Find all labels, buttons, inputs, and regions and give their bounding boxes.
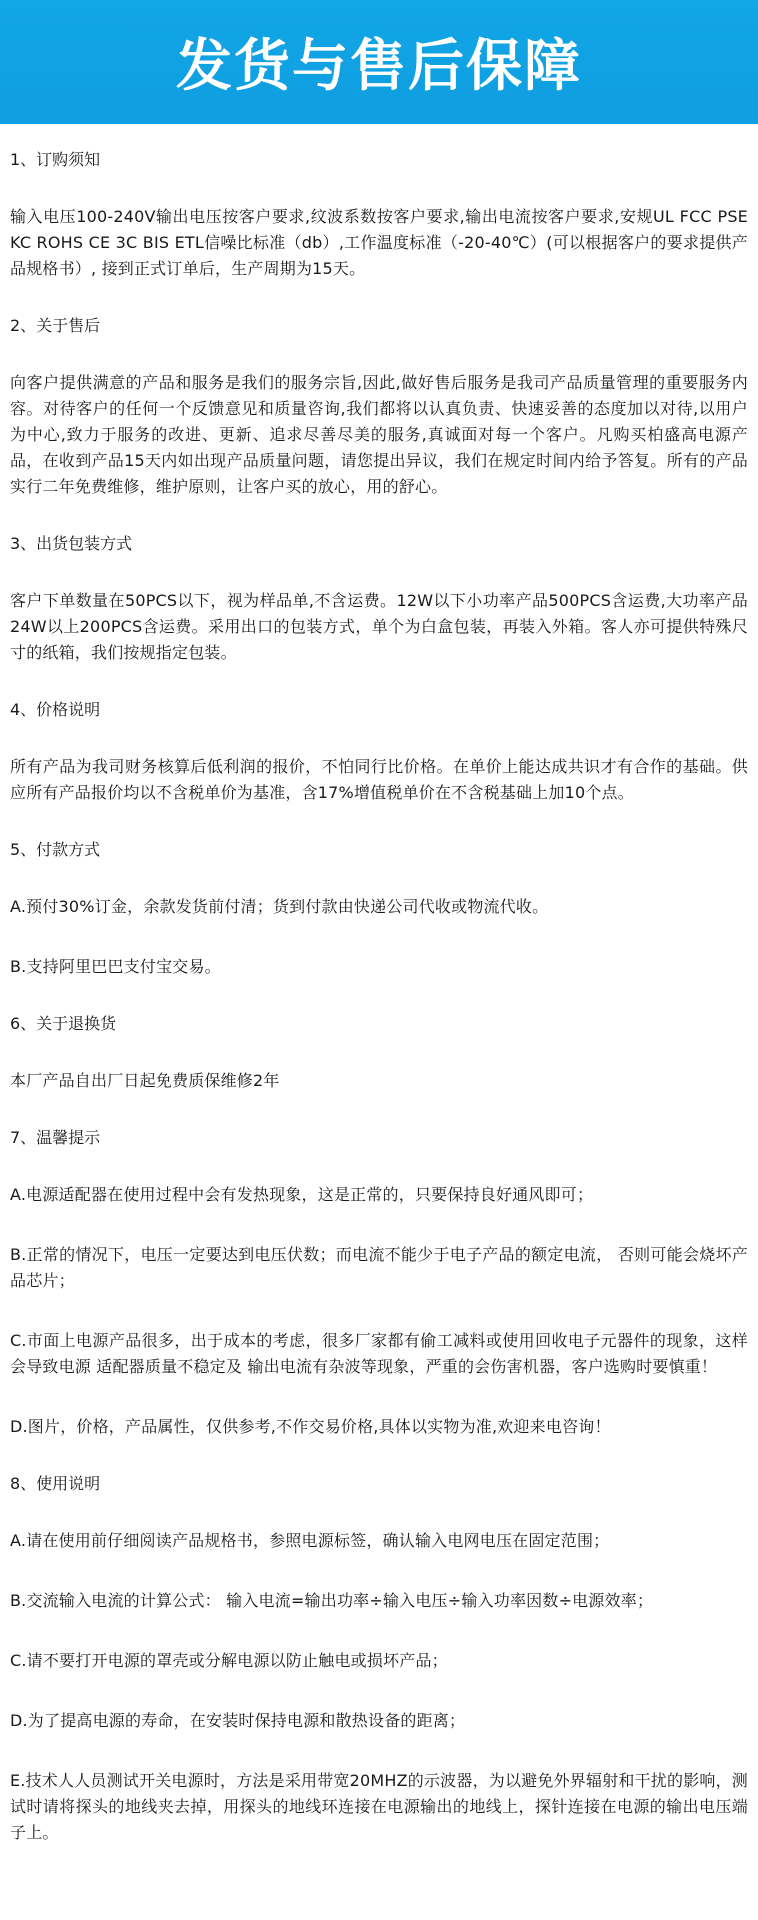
section-paragraph: B.交流输入电流的计算公式： 输入电流=输出功率÷输入电压÷输入功率因数÷电源效率； (10, 1591, 654, 1610)
section-paragraph: D.为了提高电源的寿命，在安装时保持电源和散热设备的距离； (10, 1711, 466, 1730)
section-paragraph: E.技术人人员测试开关电源时，方法是采用带宽20MHZ的示波器，为以避免外界辐射和干扰的影响，测试时请将探头的地线夹去掉，用探头的地线环连接在电源输出的地线上，探针连接在电源的输出电压端子上。 (10, 1771, 748, 1842)
section-paragraph: A.请在使用前仔细阅读产品规格书，参照电源标签，确认输入电网电压在固定范围； (10, 1531, 610, 1550)
section-tips (10, 1128, 748, 1440)
section-packaging (10, 534, 748, 666)
section-paragraph: C.市面上电源产品很多，出于成本的考虑，很多厂家都有偷工减料或使用回收电子元器件的现象，这样会导致电源 适配器质量不稳定及 输出电流有杂波等现象，严重的会伤害机器，客户选购时要慎重！ (10, 1331, 748, 1376)
section-paragraph: 本厂产品自出厂日起免费质保维修2年 (10, 1071, 280, 1090)
section-paragraph: C.请不要打开电源的罩壳或分解电源以防止触电或损坏产品； (10, 1651, 448, 1670)
section-heading: 6、关于退换货 (10, 1014, 117, 1033)
section-paragraph: 输入电压100-240V输出电压按客户要求,纹波系数按客户要求,输出电流按客户要求,安规UL FCC PSE KC ROHS CE 3C BIS ETL信噪比标准（db）,工作温度标准（-20-40℃）(可以根据客户的要求提供产品规格书）, 接到正式订单后，生产周期为15天。 (10, 207, 748, 278)
section-heading: 1、订购须知 (10, 150, 101, 169)
section-payment (10, 840, 748, 980)
section-heading: 7、温馨提示 (10, 1128, 101, 1147)
section-paragraph: D.图片，价格，产品属性，仅供参考,不作交易价格,具体以实物为准,欢迎来电咨询！ (10, 1417, 611, 1436)
section-usage-instructions (10, 1474, 748, 1846)
section-after-sales (10, 316, 748, 500)
section-heading: 4、价格说明 (10, 700, 101, 719)
section-paragraph: 向客户提供满意的产品和服务是我们的服务宗旨,因此,做好售后服务是我司产品质量管理的重要服务内容。对待客户的任何一个反馈意见和质量咨询,我们都将以认真负责、快速妥善的态度加以对待,以用户为中心,致力于服务的改进、更新、追求尽善尽美的服务,真诚面对每一个客户。凡购买柏盛高电源产品，在收到产品15天内如出现产品质量问题，请您提出异议，我们在规定时间内给予答复。所有的产品实行二年免费维修，维护原则，让客户买的放心，用的舒心。 (10, 373, 748, 496)
section-paragraph: A.预付30%订金，余款发货前付清；货到付款由快递公司代收或物流代收。 (10, 897, 549, 916)
header-banner (0, 0, 758, 124)
section-paragraph: B.支持阿里巴巴支付宝交易。 (10, 957, 221, 976)
content-area (0, 124, 758, 1846)
page-title: 发货与售后保障 (176, 34, 582, 99)
section-paragraph: 客户下单数量在50PCS以下，视为样品单,不含运费。12W以下小功率产品500PCS含运费,大功率产品24W以上200PCS含运费。采用出口的包装方式，单个为白盒包装，再装入外箱。客人亦可提供特殊尺寸的纸箱，我们按规指定包装。 (10, 591, 748, 662)
section-heading: 2、关于售后 (10, 316, 101, 335)
section-heading: 8、使用说明 (10, 1474, 101, 1493)
section-paragraph: B.正常的情况下，电压一定要达到电压伏数；而电流不能少于电子产品的额定电流， 否则可能会烧坏产品芯片； (10, 1245, 748, 1290)
section-heading: 5、付款方式 (10, 840, 101, 859)
section-paragraph: A.电源适配器在使用过程中会有发热现象，这是正常的，只要保持良好通风即可； (10, 1185, 594, 1204)
section-ordering-notice (10, 150, 748, 282)
section-heading: 3、出货包装方式 (10, 534, 133, 553)
section-pricing (10, 700, 748, 806)
section-returns (10, 1014, 748, 1094)
section-paragraph: 所有产品为我司财务核算后低利润的报价，不怕同行比价格。在单价上能达成共识才有合作的基础。供应所有产品报价均以不含税单价为基准，含17%增值税单价在不含税基础上加10个点。 (10, 757, 748, 802)
